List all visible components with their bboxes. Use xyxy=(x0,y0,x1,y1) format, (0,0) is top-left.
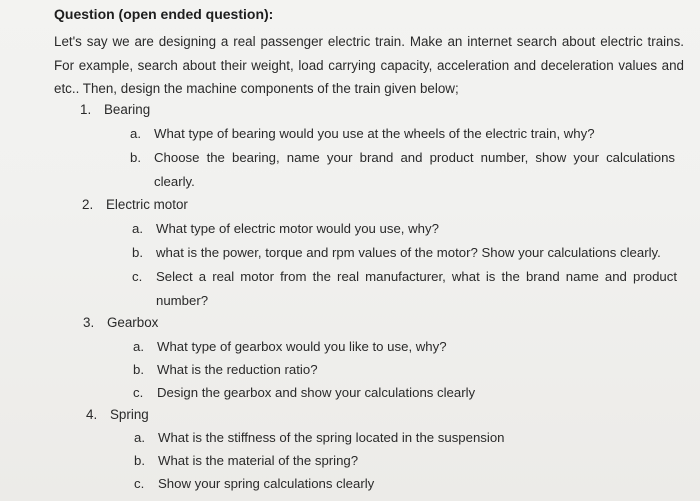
item-letter: b. xyxy=(134,453,145,468)
section-number: 1. xyxy=(80,102,92,117)
section-electric-motor xyxy=(82,197,188,212)
list-item xyxy=(133,358,678,382)
question-title: Question (open ended question): xyxy=(54,6,274,22)
item-letter: c. xyxy=(134,476,145,491)
list-item xyxy=(132,241,677,265)
section-label: Gearbox xyxy=(107,315,159,330)
question-intro: Let's say we are designing a real passenger electric train. Make an internet search about electric trains. For example, search about their weight, load carrying capacity, acceleration and deceleration values and etc.. Then, design the machine components of the train given below; xyxy=(54,34,684,96)
list-item xyxy=(132,217,677,241)
item-text: Design the gearbox and show your calculations clearly xyxy=(157,385,476,400)
section-bearing xyxy=(80,102,150,117)
item-text: what is the power, torque and rpm values of the motor? Show your calculations clearly. xyxy=(156,245,661,260)
section-label: Spring xyxy=(110,407,149,422)
section-label: Bearing xyxy=(104,102,151,117)
item-text: What is the reduction ratio? xyxy=(157,362,318,377)
item-text: Choose the bearing, name your brand and product number, show your calculations clearly. xyxy=(154,150,675,189)
list-item xyxy=(130,122,675,146)
item-text: What type of electric motor would you use, why? xyxy=(156,221,439,236)
item-text: What type of gearbox would you like to use, why? xyxy=(157,339,447,354)
item-text: Select a real motor from the real manufacturer, what is the brand name and product number? xyxy=(156,269,677,308)
list-item xyxy=(134,472,679,496)
list-item xyxy=(132,265,677,312)
item-letter: a. xyxy=(134,430,145,445)
list-item xyxy=(133,381,678,405)
item-letter: c. xyxy=(132,269,143,284)
list-item xyxy=(133,335,678,359)
section-number: 3. xyxy=(83,315,95,330)
item-text: What is the material of the spring? xyxy=(158,453,359,468)
section-label: Electric motor xyxy=(106,197,188,212)
item-letter: b. xyxy=(133,362,144,377)
item-letter: b. xyxy=(130,150,141,165)
item-letter: c. xyxy=(133,385,144,400)
section-spring xyxy=(86,407,149,422)
item-letter: b. xyxy=(132,245,143,260)
item-text: What is the stiffness of the spring located in the suspension xyxy=(158,430,505,445)
list-item xyxy=(130,146,675,193)
list-item xyxy=(134,426,679,450)
item-letter: a. xyxy=(130,126,141,141)
item-letter: a. xyxy=(133,339,144,354)
section-number: 2. xyxy=(82,197,94,212)
item-text: What type of bearing would you use at the wheels of the electric train, why? xyxy=(154,126,595,141)
section-gearbox xyxy=(83,315,158,330)
list-item xyxy=(134,449,679,473)
item-letter: a. xyxy=(132,221,143,236)
section-number: 4. xyxy=(86,407,98,422)
item-text: Show your spring calculations clearly xyxy=(158,476,375,491)
